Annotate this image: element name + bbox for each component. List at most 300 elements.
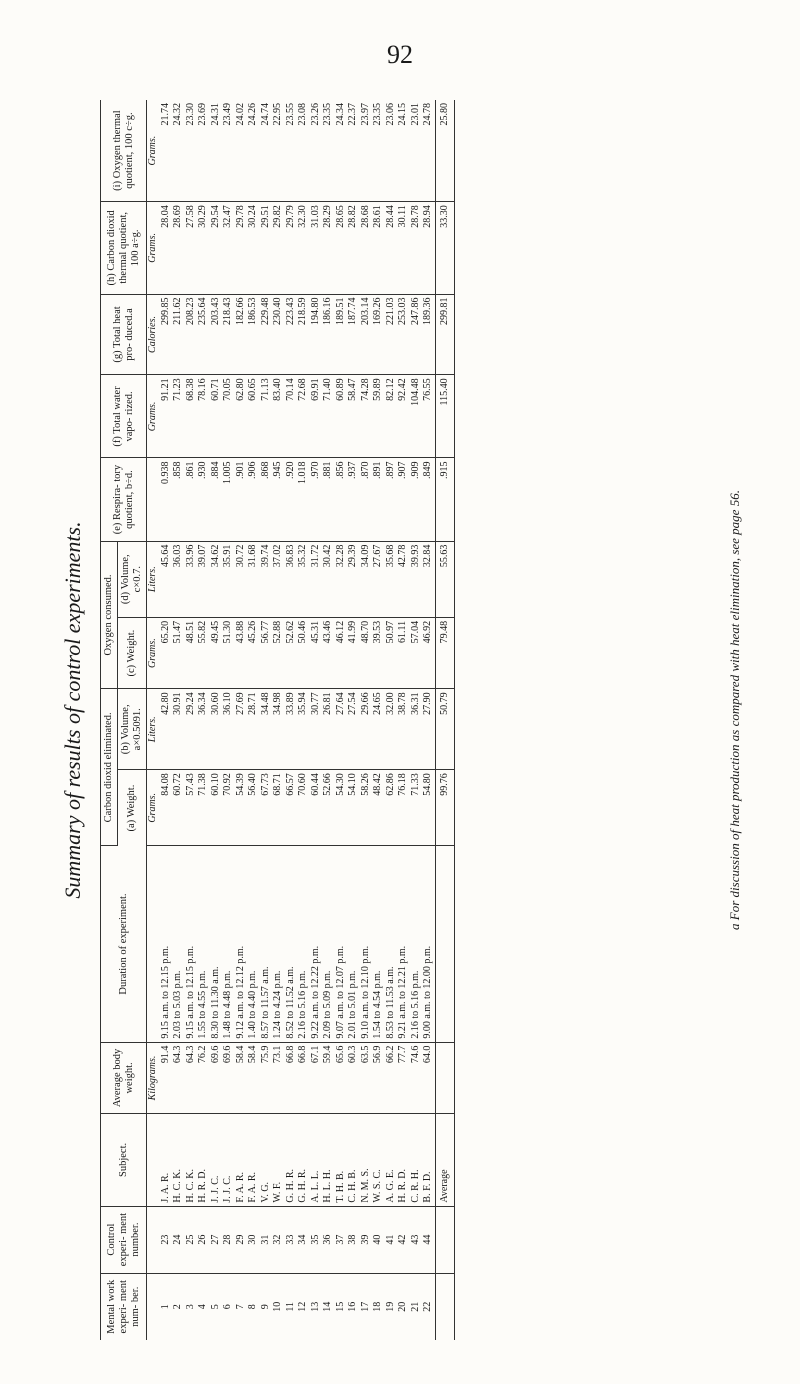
co2-thermal-cell: 28.65 (335, 202, 348, 294)
subject-cell: A. L. L. (310, 1114, 323, 1206)
o2-weight-cell: 56.77 (260, 617, 273, 689)
co2-weight-cell: 70.60 (297, 770, 310, 846)
unit-o2-volume: Liters. (147, 541, 160, 617)
header-rq: (e) Respira- tory quotient, b÷d. (101, 458, 147, 541)
rq-cell: .849 (422, 458, 435, 541)
heat-cell: 203.43 (210, 294, 223, 375)
body-weight-cell: 77.7 (397, 1042, 410, 1114)
unit-co2-volume: Liters. (147, 689, 160, 770)
duration-cell: 1.55 to 4.55 p.m. (197, 846, 210, 1042)
average-heat-cell: 299.81 (435, 294, 455, 375)
o2-volume-cell: 30.42 (322, 541, 335, 617)
co2-weight-cell: 48.42 (372, 770, 385, 846)
o2-volume-cell: 27.67 (372, 541, 385, 617)
o2-thermal-cell: 23.06 (385, 100, 398, 202)
control-cell: 39 (360, 1206, 373, 1273)
average-bw-cell (435, 1042, 455, 1114)
body-weight-cell: 64.0 (422, 1042, 435, 1114)
body-weight-cell: 60.3 (347, 1042, 360, 1114)
body-weight-cell: 76.2 (197, 1042, 210, 1114)
control-cell: 32 (272, 1206, 285, 1273)
subject-cell: T. H. B. (335, 1114, 348, 1206)
mental-work-cell: 8 (247, 1304, 259, 1310)
average-rq-cell: .915 (435, 458, 455, 541)
subject-cell: N. M. S. (360, 1114, 373, 1206)
co2-volume-cell: 29.66 (360, 689, 373, 770)
heat-cell: 186.16 (322, 294, 335, 375)
mental-work-cell: 19 (384, 1301, 396, 1312)
heat-cell: 187.74 (347, 294, 360, 375)
water-cell: 59.89 (372, 375, 385, 458)
co2-thermal-cell: 29.54 (210, 202, 223, 294)
water-cell: 60.65 (247, 375, 260, 458)
control-cell: 30 (247, 1206, 260, 1273)
header-mental-work: Mental work experi- ment num- ber. (101, 1273, 147, 1340)
water-cell: 83.40 (272, 375, 285, 458)
co2-weight-cell: 67.73 (260, 770, 273, 846)
heat-cell: 230.40 (272, 294, 285, 375)
o2-thermal-cell: 24.78 (422, 100, 435, 202)
control-cell: 23 (160, 1206, 173, 1273)
control-cell: 27 (210, 1206, 223, 1273)
duration-cell: 9.21 a.m. to 12.21 p.m. (397, 846, 410, 1042)
rq-cell: 0.938 (160, 458, 173, 541)
co2-volume-cell: 33.89 (285, 689, 298, 770)
o2-volume-cell: 32.84 (422, 541, 435, 617)
heat-cell: 186.53 (247, 294, 260, 375)
control-cell: 28 (222, 1206, 235, 1273)
co2-volume-cell: 34.48 (260, 689, 273, 770)
co2-volume-cell: 36.31 (410, 689, 423, 770)
control-cell: 25 (185, 1206, 198, 1273)
subject-cell: J. J. C. (210, 1114, 223, 1206)
o2-weight-cell: 43.88 (235, 617, 248, 689)
body-weight-cell: 69.6 (222, 1042, 235, 1114)
table-row (297, 100, 310, 1340)
co2-thermal-cell: 31.03 (310, 202, 323, 294)
o2-weight-cell: 49.45 (210, 617, 223, 689)
o2-thermal-cell: 23.01 (410, 100, 423, 202)
co2-weight-cell: 71.38 (197, 770, 210, 846)
o2-volume-cell: 35.32 (297, 541, 310, 617)
o2-volume-cell: 35.68 (385, 541, 398, 617)
table-row (222, 100, 235, 1340)
footnote: a For discussion of heat production as compared with heat elimination, see page 56. (727, 490, 742, 930)
o2-volume-cell: 39.93 (410, 541, 423, 617)
rq-cell: .858 (172, 458, 185, 541)
subject-cell: G. H. R. (285, 1114, 298, 1206)
subject-cell: H. C. K. (185, 1114, 198, 1206)
body-weight-cell: 91.4 (160, 1042, 173, 1114)
co2-thermal-cell: 29.82 (272, 202, 285, 294)
o2-weight-cell: 48.51 (185, 617, 198, 689)
table-row (360, 100, 373, 1340)
rq-cell: 1.018 (297, 458, 310, 541)
mental-work-cell: 21 (409, 1301, 421, 1312)
subject-cell: F. A. R. (247, 1114, 260, 1206)
subject-cell: G. H. R. (297, 1114, 310, 1206)
header-water: (f) Total water vapo- rized. (101, 375, 147, 458)
mental-work-cell: 18 (372, 1301, 384, 1312)
average-label-cell: Average (435, 1114, 455, 1206)
summary-table (100, 100, 455, 1340)
rq-cell: .861 (185, 458, 198, 541)
o2-thermal-cell: 22.37 (347, 100, 360, 202)
co2-thermal-cell: 28.78 (410, 202, 423, 294)
co2-volume-cell: 34.98 (272, 689, 285, 770)
co2-thermal-cell: 29.79 (285, 202, 298, 294)
control-cell: 43 (410, 1206, 423, 1273)
rq-cell: .897 (385, 458, 398, 541)
o2-volume-cell: 37.02 (272, 541, 285, 617)
average-ow-cell: 79.48 (435, 617, 455, 689)
co2-volume-cell: 26.81 (322, 689, 335, 770)
co2-weight-cell: 54.39 (235, 770, 248, 846)
o2-weight-cell: 43.46 (322, 617, 335, 689)
body-weight-cell: 58.4 (235, 1042, 248, 1114)
o2-volume-cell: 32.28 (335, 541, 348, 617)
body-weight-cell: 66.8 (285, 1042, 298, 1114)
table-row (172, 100, 185, 1340)
o2-weight-cell: 50.97 (385, 617, 398, 689)
water-cell: 60.71 (210, 375, 223, 458)
subject-cell: C. R. H. (410, 1114, 423, 1206)
mental-work-cell: 5 (209, 1304, 221, 1310)
control-cell: 31 (260, 1206, 273, 1273)
average-cw-cell: 99.76 (435, 770, 455, 846)
o2-weight-cell: 57.04 (410, 617, 423, 689)
mental-work-cell: 13 (309, 1301, 321, 1312)
rq-cell: .856 (335, 458, 348, 541)
o2-weight-cell: 50.46 (297, 617, 310, 689)
o2-volume-cell: 29.39 (347, 541, 360, 617)
page-number: 92 (387, 40, 413, 69)
co2-weight-cell: 60.44 (310, 770, 323, 846)
body-weight-cell: 74.6 (410, 1042, 423, 1114)
co2-volume-cell: 27.54 (347, 689, 360, 770)
mental-work-cell: 10 (272, 1301, 284, 1312)
average-wv-cell: 115.40 (435, 375, 455, 458)
mental-work-cell: 3 (184, 1304, 196, 1310)
average-ct-cell: 33.30 (435, 202, 455, 294)
co2-thermal-cell: 29.51 (260, 202, 273, 294)
o2-weight-cell: 52.88 (272, 617, 285, 689)
control-cell: 29 (235, 1206, 248, 1273)
co2-weight-cell: 60.10 (210, 770, 223, 846)
o2-weight-cell: 48.70 (360, 617, 373, 689)
subject-cell: V. G. (260, 1114, 273, 1206)
table-title: Summary of results of control experiments. (60, 521, 85, 899)
body-weight-cell: 66.8 (297, 1042, 310, 1114)
header-duration: Duration of experiment. (101, 846, 147, 1042)
control-cell: 34 (297, 1206, 310, 1273)
o2-volume-cell: 36.83 (285, 541, 298, 617)
duration-cell: 8.53 to 11.53 a.m. (385, 846, 398, 1042)
co2-volume-cell: 27.69 (235, 689, 248, 770)
duration-cell: 9.15 a.m. to 12.15 p.m. (160, 846, 173, 1042)
water-cell: 62.80 (235, 375, 248, 458)
duration-cell: 9.15 a.m. to 12.15 p.m. (185, 846, 198, 1042)
subject-cell: J. A. R. (160, 1114, 173, 1206)
heat-cell: 189.51 (335, 294, 348, 375)
heat-cell: 235.64 (197, 294, 210, 375)
o2-thermal-cell: 23.49 (222, 100, 235, 202)
co2-thermal-cell: 28.94 (422, 202, 435, 294)
co2-volume-cell: 42.80 (160, 689, 173, 770)
co2-weight-cell: 54.10 (347, 770, 360, 846)
o2-thermal-cell: 23.55 (285, 100, 298, 202)
rq-cell: .884 (210, 458, 223, 541)
table-row (272, 100, 285, 1340)
average-row (435, 100, 455, 1340)
o2-thermal-cell: 23.08 (297, 100, 310, 202)
body-weight-cell: 73.1 (272, 1042, 285, 1114)
mental-work-cell: 6 (222, 1304, 234, 1310)
heat-cell: 203.14 (360, 294, 373, 375)
rq-cell: .870 (360, 458, 373, 541)
table-row (422, 100, 435, 1340)
control-cell: 35 (310, 1206, 323, 1273)
co2-weight-cell: 66.57 (285, 770, 298, 846)
o2-thermal-cell: 24.34 (335, 100, 348, 202)
header-subject: Subject. (101, 1114, 147, 1206)
units-row (147, 100, 160, 1340)
unit-co2-thermal: Grams. (147, 202, 160, 294)
co2-volume-cell: 38.78 (397, 689, 410, 770)
duration-cell: 1.24 to 4.24 p.m. (272, 846, 285, 1042)
table-row (235, 100, 248, 1340)
duration-cell: 9.07 a.m. to 12.07 p.m. (335, 846, 348, 1042)
subject-cell: C. H. B. (347, 1114, 360, 1206)
duration-cell: 9.00 a.m. to 12.00 p.m. (422, 846, 435, 1042)
o2-volume-cell: 39.74 (260, 541, 273, 617)
o2-volume-cell: 30.72 (235, 541, 248, 617)
o2-volume-cell: 31.68 (247, 541, 260, 617)
o2-weight-cell: 39.53 (372, 617, 385, 689)
mental-work-cell: 7 (234, 1304, 246, 1310)
table-body (147, 100, 455, 1340)
water-cell: 71.40 (322, 375, 335, 458)
rq-cell: 1.005 (222, 458, 235, 541)
co2-thermal-cell: 28.82 (347, 202, 360, 294)
co2-volume-cell: 32.00 (385, 689, 398, 770)
o2-weight-cell: 41.99 (347, 617, 360, 689)
table-row (335, 100, 348, 1340)
water-cell: 82.12 (385, 375, 398, 458)
co2-thermal-cell: 28.69 (172, 202, 185, 294)
o2-weight-cell: 52.62 (285, 617, 298, 689)
subject-cell: J. J. C. (222, 1114, 235, 1206)
water-cell: 74.28 (360, 375, 373, 458)
body-weight-cell: 63.5 (360, 1042, 373, 1114)
co2-thermal-cell: 28.61 (372, 202, 385, 294)
unit-o2-thermal: Grams. (147, 100, 160, 202)
mental-work-cell: 22 (422, 1301, 434, 1312)
body-weight-cell: 75.9 (260, 1042, 273, 1114)
co2-thermal-cell: 30.29 (197, 202, 210, 294)
rq-cell: .937 (347, 458, 360, 541)
co2-thermal-cell: 28.44 (385, 202, 398, 294)
o2-thermal-cell: 24.02 (235, 100, 248, 202)
table-row (210, 100, 223, 1340)
header-o2-weight: (c) Weight. (118, 617, 147, 689)
duration-cell: 8.30 to 11.30 a.m. (210, 846, 223, 1042)
mental-work-cell: 15 (334, 1301, 346, 1312)
table-row (347, 100, 360, 1340)
unit-co2-weight: Grams. (147, 770, 160, 846)
co2-volume-cell: 27.64 (335, 689, 348, 770)
duration-cell: 2.16 to 5.16 p.m. (410, 846, 423, 1042)
water-cell: 78.16 (197, 375, 210, 458)
o2-weight-cell: 65.20 (160, 617, 173, 689)
o2-thermal-cell: 23.26 (310, 100, 323, 202)
rq-cell: .909 (410, 458, 423, 541)
unit-heat: Calories. (147, 294, 160, 375)
table-row (185, 100, 198, 1340)
control-cell: 44 (422, 1206, 435, 1273)
rotated-table-page (60, 80, 750, 1340)
co2-weight-cell: 71.33 (410, 770, 423, 846)
o2-volume-cell: 45.64 (160, 541, 173, 617)
subject-cell: F. A. R. (235, 1114, 248, 1206)
header-heat: (g) Total heat pro- duced.a (101, 294, 147, 375)
water-cell: 71.23 (172, 375, 185, 458)
o2-weight-cell: 46.12 (335, 617, 348, 689)
subject-cell: H. R. D. (197, 1114, 210, 1206)
o2-thermal-cell: 24.15 (397, 100, 410, 202)
header-co2-weight: (a) Weight. (118, 770, 147, 846)
body-weight-cell: 58.4 (247, 1042, 260, 1114)
duration-cell: 9.12 a.m. to 12.12 p.m. (235, 846, 248, 1042)
body-weight-cell: 69.6 (210, 1042, 223, 1114)
o2-volume-cell: 42.78 (397, 541, 410, 617)
heat-cell: 247.86 (410, 294, 423, 375)
co2-weight-cell: 58.26 (360, 770, 373, 846)
rq-cell: .891 (372, 458, 385, 541)
subject-cell: H. L. H. (322, 1114, 335, 1206)
co2-volume-cell: 36.34 (197, 689, 210, 770)
table-row (410, 100, 423, 1340)
co2-weight-cell: 52.66 (322, 770, 335, 846)
control-cell: 37 (335, 1206, 348, 1273)
co2-volume-cell: 27.90 (422, 689, 435, 770)
o2-volume-cell: 34.62 (210, 541, 223, 617)
water-cell: 58.47 (347, 375, 360, 458)
body-weight-cell: 56.9 (372, 1042, 385, 1114)
body-weight-cell: 64.3 (185, 1042, 198, 1114)
control-cell: 36 (322, 1206, 335, 1273)
o2-weight-cell: 45.31 (310, 617, 323, 689)
rq-cell: .868 (260, 458, 273, 541)
co2-weight-cell: 60.72 (172, 770, 185, 846)
o2-thermal-cell: 22.95 (272, 100, 285, 202)
water-cell: 71.13 (260, 375, 273, 458)
water-cell: 70.14 (285, 375, 298, 458)
heat-cell: 182.66 (235, 294, 248, 375)
co2-thermal-cell: 28.29 (322, 202, 335, 294)
header-co2-volume: (b) Volume, a×0.5091. (118, 689, 147, 770)
water-cell: 68.38 (185, 375, 198, 458)
o2-weight-cell: 61.11 (397, 617, 410, 689)
header-co2-thermal: (h) Carbon dioxid thermal quotient, 100 a÷g. (101, 202, 147, 294)
o2-thermal-cell: 24.32 (172, 100, 185, 202)
heat-cell: 218.43 (222, 294, 235, 375)
co2-volume-cell: 24.65 (372, 689, 385, 770)
co2-weight-cell: 76.18 (397, 770, 410, 846)
co2-thermal-cell: 28.68 (360, 202, 373, 294)
co2-weight-cell: 54.80 (422, 770, 435, 846)
unit-body-weight: Kilograms. (147, 1042, 160, 1114)
co2-volume-cell: 30.60 (210, 689, 223, 770)
mental-work-cell: 2 (172, 1304, 184, 1310)
subject-cell: W. S. C. (372, 1114, 385, 1206)
heat-cell: 208.23 (185, 294, 198, 375)
co2-volume-cell: 30.77 (310, 689, 323, 770)
unit-o2-weight: Grams. (147, 617, 160, 689)
heat-cell: 223.43 (285, 294, 298, 375)
water-cell: 72.68 (297, 375, 310, 458)
rq-cell: .881 (322, 458, 335, 541)
o2-thermal-cell: 24.74 (260, 100, 273, 202)
control-cell: 33 (285, 1206, 298, 1273)
co2-thermal-cell: 32.30 (297, 202, 310, 294)
body-weight-cell: 59.4 (322, 1042, 335, 1114)
mental-work-cell: 1 (159, 1304, 171, 1310)
duration-cell: 8.57 to 11.57 a.m. (260, 846, 273, 1042)
water-cell: 104.48 (410, 375, 423, 458)
control-cell: 41 (385, 1206, 398, 1273)
water-cell: 69.91 (310, 375, 323, 458)
rq-cell: .906 (247, 458, 260, 541)
table-row (397, 100, 410, 1340)
mental-work-cell: 4 (197, 1304, 209, 1310)
o2-thermal-cell: 24.26 (247, 100, 260, 202)
o2-volume-cell: 31.72 (310, 541, 323, 617)
o2-volume-cell: 39.07 (197, 541, 210, 617)
heat-cell: 218.59 (297, 294, 310, 375)
header-o2-volume: (d) Volume, c×0.7. (118, 541, 147, 617)
rq-cell: .970 (310, 458, 323, 541)
rq-cell: .907 (397, 458, 410, 541)
co2-thermal-cell: 30.24 (247, 202, 260, 294)
unit-water: Grams. (147, 375, 160, 458)
o2-thermal-cell: 23.35 (372, 100, 385, 202)
co2-weight-cell: 70.92 (222, 770, 235, 846)
duration-cell: 2.16 to 5.16 p.m. (297, 846, 310, 1042)
duration-cell: 2.01 to 5.01 p.m. (347, 846, 360, 1042)
o2-volume-cell: 35.91 (222, 541, 235, 617)
table-row (260, 100, 273, 1340)
co2-thermal-cell: 28.04 (160, 202, 173, 294)
subject-cell: B. F. D. (422, 1114, 435, 1206)
body-weight-cell: 64.3 (172, 1042, 185, 1114)
co2-volume-cell: 28.71 (247, 689, 260, 770)
heat-cell: 169.26 (372, 294, 385, 375)
duration-cell: 1.54 to 4.54 p.m. (372, 846, 385, 1042)
table-row (247, 100, 260, 1340)
co2-volume-cell: 35.94 (297, 689, 310, 770)
subject-cell: H. C. K. (172, 1114, 185, 1206)
heat-cell: 253.03 (397, 294, 410, 375)
rq-cell: .920 (285, 458, 298, 541)
water-cell: 92.42 (397, 375, 410, 458)
mental-work-cell: 11 (284, 1301, 296, 1312)
water-cell: 76.55 (422, 375, 435, 458)
co2-thermal-cell: 32.47 (222, 202, 235, 294)
o2-weight-cell: 46.92 (422, 617, 435, 689)
control-cell: 38 (347, 1206, 360, 1273)
heat-cell: 211.62 (172, 294, 185, 375)
